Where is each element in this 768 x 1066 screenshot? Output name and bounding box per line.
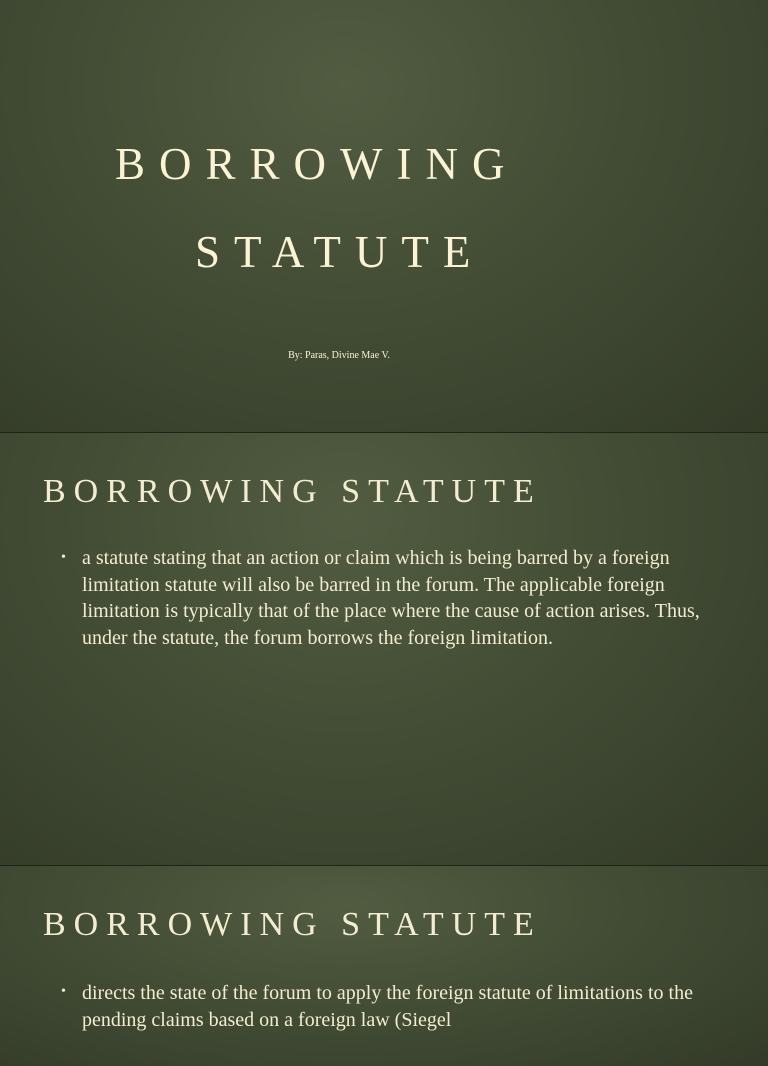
bullet-text: directs the state of the forum to apply the foreign statute of limitations to the pending claims based on a foreign law (Siegel	[82, 982, 693, 1031]
slide-heading: BORROWING STATUTE	[43, 906, 542, 943]
bullet-icon: •	[61, 984, 66, 999]
slide-definition	[0, 433, 768, 865]
title-line-2: STATUTE	[195, 227, 485, 277]
title-line-1: BORROWING	[115, 139, 519, 189]
slide-heading: BORROWING STATUTE	[43, 473, 542, 510]
slide-title	[0, 0, 768, 432]
bullet-text: a statute stating that an action or claim which is being barred by a foreign limitation statute will also be barred in the forum. The applicable foreign limitation is typically that of the place where the cause of action arises. Thus, under the statute, the forum borrows the foreign limitation.	[82, 547, 700, 650]
slide-directs	[0, 866, 768, 1066]
author-byline: By: Paras, Divine Mae V.	[288, 350, 390, 361]
bullet-icon: •	[61, 550, 66, 565]
